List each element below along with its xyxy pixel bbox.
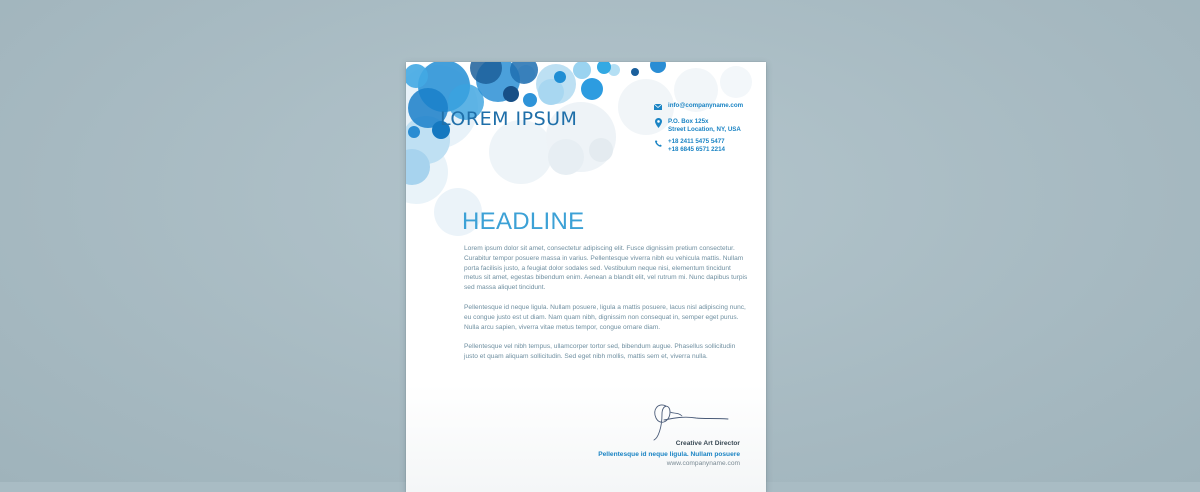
phone-icon: [654, 138, 662, 148]
body-paragraph-1: Lorem ipsum dolor sit amet, consectetur adipiscing elit. Fusce dignissim pretium consectetur. Curabitur tempor posuere massa in varius. Pellentesque viverra nibh eu vehicula mattis. Nullam porta facilisis justo, a feugiat dolor sodales sed. Vestibulum neque nisi, elementum tincidunt metus sit amet, egestas bibendum enim. Aenean a blandit elit, vel rutrum mi. Nunc dapibus turpis sed massa aliquet tincidunt.: [464, 245, 748, 292]
brand-name: LOREM IPSUM: [440, 108, 578, 130]
contact-email-row: [654, 102, 743, 112]
location-pin-icon: [654, 118, 662, 128]
contact-address: [668, 118, 741, 134]
contact-email: info@companyname.com: [668, 102, 744, 109]
signature-website: www.companyname.com: [666, 460, 740, 467]
letterhead-page: [406, 62, 766, 492]
signature-tagline: Pellentesque id neque ligula. Nullam posuere: [598, 451, 740, 458]
letter-body: [464, 244, 748, 372]
body-paragraph-3: Pellentesque vel nibh tempus, ullamcorper tortor sed, bibendum augue. Phasellus sollicitudin justo et quam aliquam sollicitudin. Sed eget nibh mollis, mattis sem et, viverra nulla.: [464, 343, 736, 361]
phone-number-2: +18 6845 6571 2214: [668, 146, 725, 153]
address-line-1: P.O. Box 125x: [668, 118, 709, 125]
signature-title: Creative Art Director: [675, 440, 740, 447]
phone-number-1: +18 2411 5475 5477: [668, 138, 725, 145]
address-line-2: Street Location, NY, USA: [668, 126, 741, 133]
contact-phones: [668, 138, 725, 154]
headline: HEADLINE: [462, 208, 585, 235]
envelope-icon: [654, 102, 662, 112]
contact-phone-row: [654, 138, 725, 154]
contact-address-row: [654, 118, 741, 134]
body-paragraph-2: Pellentesque id neque ligula. Nullam posuere, ligula a mattis posuere, lacus nisl adipiscing nunc, eu congue justo est ut diam. Nam quam nibh, dignissim non consequat in, semper eget purus. Nulla arcu sapien, viverra vitae metus tempor, congue ornare diam.: [464, 303, 746, 331]
handwritten-signature: [644, 398, 744, 442]
